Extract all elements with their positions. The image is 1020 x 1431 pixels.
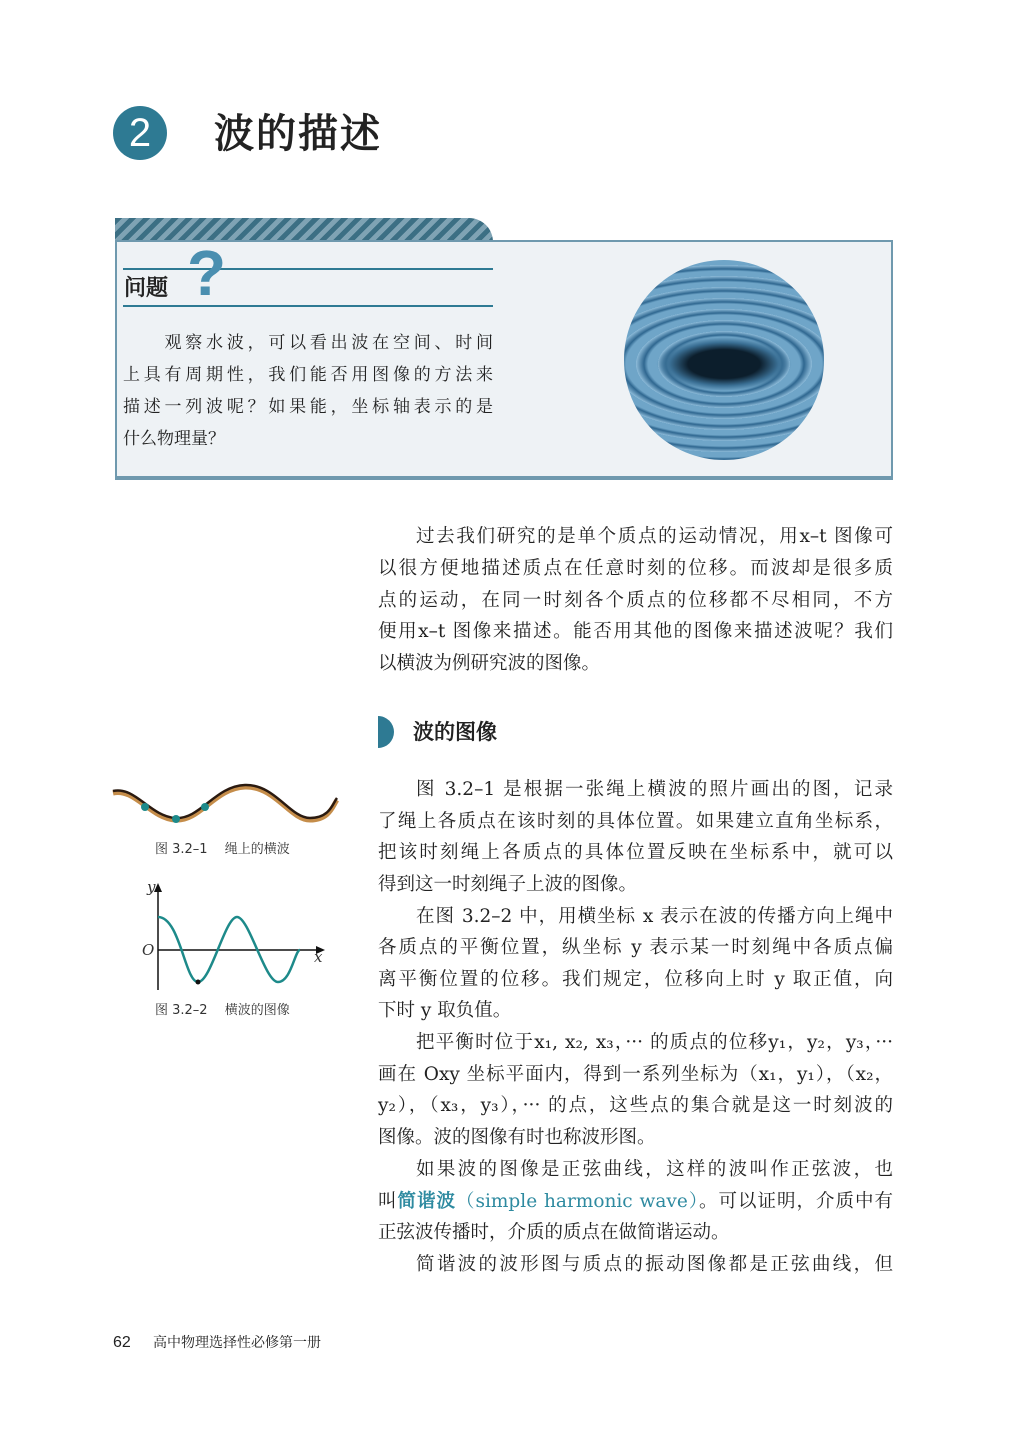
body-line: 图 3.2–1 是根据一张绳上横波的照片画出的图，记录 bbox=[416, 779, 893, 800]
body-line: 把该时刻绳上各质点的具体位置反映在坐标系中，就可以 bbox=[378, 842, 893, 863]
particle-dot bbox=[201, 803, 209, 811]
wave-graph-figure bbox=[140, 880, 340, 995]
body-line: 如果波的图像是正弦曲线，这样的波叫作正弦波，也 bbox=[416, 1159, 893, 1180]
origin-label: O bbox=[142, 941, 155, 959]
question-text: 观察水波，可以看出波在空间、时间 bbox=[123, 333, 493, 353]
intro-line: 点的运动，在同一时刻各个质点的位移都不尽相同，不方 bbox=[378, 590, 893, 611]
question-label: 问题 bbox=[124, 276, 169, 301]
question-text: 上具有周期性，我们能否用图像的方法来 bbox=[123, 365, 493, 385]
body-line: 离平衡位置的位移。我们规定，位移向上时 y 取正值，向 bbox=[378, 969, 893, 990]
body-line bbox=[378, 1190, 893, 1214]
book-title: 高中物理选择性必修第一册 bbox=[153, 1335, 321, 1351]
figure-caption: 图 3.2–1 绳上的横波 bbox=[155, 842, 290, 857]
section-marker-icon bbox=[378, 716, 394, 748]
divider bbox=[123, 268, 493, 270]
intro-line: 以很方便地描述质点在任意时刻的位移。而波却是很多质 bbox=[378, 558, 893, 579]
question-text: 描述一列波呢？如果能，坐标轴表示的是 bbox=[123, 397, 493, 417]
section-heading: 波的图像 bbox=[413, 720, 497, 744]
question-text: 什么物理量？ bbox=[123, 429, 225, 449]
page-number: 62 bbox=[113, 1334, 131, 1351]
page-title: 波的描述 bbox=[214, 111, 382, 157]
water-drop-image bbox=[624, 260, 824, 460]
divider bbox=[123, 305, 493, 307]
body-line: y₂），（x₃，y₃），··· 的点，这些点的集合就是这一时刻波的 bbox=[378, 1095, 893, 1116]
body-line: 简谐波的波形图与质点的振动图像都是正弦曲线，但 bbox=[416, 1254, 893, 1275]
body-line: 各质点的平衡位置，纵坐标 y 表示某一时刻绳中各质点偏 bbox=[378, 937, 893, 958]
body-line: 图像。波的图像有时也称波形图。 bbox=[378, 1127, 656, 1148]
text: 叫 bbox=[378, 1191, 398, 1212]
body-line: 得到这一时刻绳子上波的图像。 bbox=[378, 874, 638, 895]
question-mark-icon: ? bbox=[187, 237, 227, 309]
question-banner-pattern bbox=[115, 218, 493, 242]
body-line: 把平衡时位于x₁, x₂, x₃，··· 的质点的位移y₁，y₂，y₃，··· bbox=[416, 1032, 893, 1053]
intro-line: 以横波为例研究波的图像。 bbox=[378, 653, 601, 674]
body-line: 在图 3.2–2 中，用横坐标 x 表示在波的传播方向上绳中 bbox=[416, 906, 893, 927]
text: 。可以证明，介质中有 bbox=[699, 1191, 893, 1212]
intro-line: 便用x–t 图像来描述。能否用其他的图像来描述波呢？我们 bbox=[378, 621, 893, 642]
body-line: 画在 Oxy 坐标平面内，得到一系列坐标为（x₁，y₁），（x₂， bbox=[378, 1064, 893, 1085]
particle-dot bbox=[141, 803, 149, 811]
x-axis-label: x bbox=[314, 948, 323, 966]
key-term-english: （simple harmonic wave） bbox=[455, 1191, 700, 1212]
body-line: 了绳上各质点在该时刻的具体位置。如果建立直角坐标系， bbox=[378, 811, 893, 832]
key-term: 简谐波 bbox=[397, 1191, 456, 1212]
intro-line: 过去我们研究的是单个质点的运动情况，用x–t 图像可 bbox=[416, 526, 893, 547]
particle-dot bbox=[172, 815, 180, 823]
y-axis-label: y bbox=[147, 878, 156, 896]
section-number-badge: 2 bbox=[113, 106, 167, 160]
body-line: 下时 y 取负值。 bbox=[378, 1000, 512, 1021]
body-line: 正弦波传播时，介质的质点在做简谐运动。 bbox=[378, 1222, 730, 1243]
figure-caption: 图 3.2–2 横波的图像 bbox=[155, 1003, 290, 1018]
rope-wave-figure bbox=[105, 780, 345, 830]
